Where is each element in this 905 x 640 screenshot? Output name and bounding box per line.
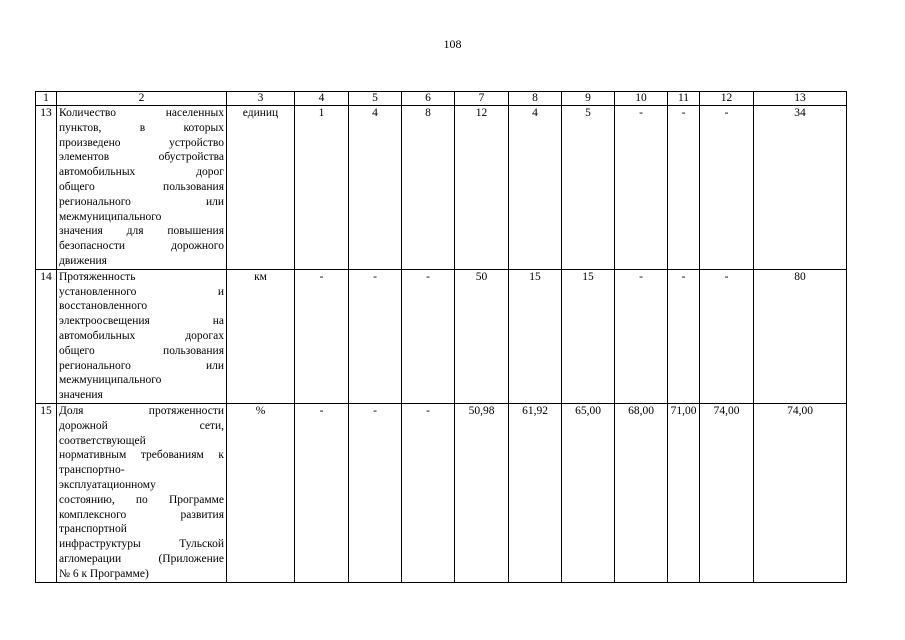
value-cell: -	[615, 269, 668, 403]
value-cell: -	[668, 106, 700, 270]
unit-cell: единиц	[227, 106, 295, 270]
value-cell: 68,00	[615, 403, 668, 582]
value-cell: -	[349, 269, 402, 403]
value-cell: 74,00	[700, 403, 754, 582]
indicator-name-line: регионального или	[59, 359, 224, 372]
header-cell: 13	[754, 92, 847, 106]
value-cell: -	[402, 403, 455, 582]
indicator-name-line: инфраструктуры Тульской	[59, 538, 224, 551]
unit-cell: км	[227, 269, 295, 403]
indicator-name-line: восстановленного	[59, 300, 148, 313]
indicator-name-line: № 6 к Программе)	[59, 567, 149, 580]
header-cell: 6	[402, 92, 455, 106]
indicator-name-line: безопасности дорожного	[59, 240, 224, 253]
indicator-name-line: комплексного развития	[59, 508, 224, 521]
indicator-name-line: состоянию, по Программе	[59, 493, 224, 506]
indicator-name	[57, 269, 227, 403]
indicator-name-line: автомобильных дорогах	[59, 329, 224, 342]
value-cell: 4	[349, 106, 402, 270]
header-row	[36, 92, 847, 106]
value-cell: 4	[509, 106, 562, 270]
value-cell: 71,00	[668, 403, 700, 582]
indicator-name-line: транспортно-	[59, 464, 125, 477]
row-number: 15	[36, 403, 57, 582]
value-cell: 15	[509, 269, 562, 403]
header-cell: 8	[509, 92, 562, 106]
value-cell: 12	[455, 106, 509, 270]
indicator-name-line: Доля протяженности	[59, 404, 224, 417]
indicator-name-line: установленного и	[59, 285, 224, 298]
value-cell: -	[402, 269, 455, 403]
value-cell: 74,00	[754, 403, 847, 582]
value-cell: -	[700, 269, 754, 403]
value-cell: -	[700, 106, 754, 270]
indicator-name-line: значения	[59, 389, 103, 402]
value-cell: 34	[754, 106, 847, 270]
table-row	[36, 403, 847, 582]
indicator-name-line: дорожной сети,	[59, 419, 224, 432]
header-cell: 9	[562, 92, 615, 106]
indicator-name-line: регионального или	[59, 195, 224, 208]
value-cell: -	[615, 106, 668, 270]
value-cell: 61,92	[509, 403, 562, 582]
indicator-name-line: элементов обустройства	[59, 151, 224, 164]
value-cell: 8	[402, 106, 455, 270]
value-cell: 15	[562, 269, 615, 403]
header-cell: 10	[615, 92, 668, 106]
indicator-name-line: нормативным требованиям к	[59, 449, 224, 462]
value-cell: 80	[754, 269, 847, 403]
indicator-name-line: пунктов, в которых	[59, 121, 224, 134]
unit-cell: %	[227, 403, 295, 582]
value-cell: 50,98	[455, 403, 509, 582]
value-cell: 65,00	[562, 403, 615, 582]
value-cell: 5	[562, 106, 615, 270]
indicator-name-line: общего пользования	[59, 344, 224, 357]
header-cell: 3	[227, 92, 295, 106]
value-cell: -	[295, 403, 349, 582]
indicator-name-line: эксплуатационному	[59, 478, 156, 491]
value-cell: 50	[455, 269, 509, 403]
header-cell: 2	[57, 92, 227, 106]
indicator-name-line: межмуниципального	[59, 210, 162, 223]
value-cell: -	[668, 269, 700, 403]
value-cell: -	[295, 269, 349, 403]
indicator-name-line: транспортной	[59, 523, 127, 536]
indicator-name	[57, 106, 227, 270]
table-row	[36, 106, 847, 270]
table-row	[36, 269, 847, 403]
header-cell: 11	[668, 92, 700, 106]
page-number: 108	[443, 37, 462, 51]
indicator-name-line: соответствующей	[59, 434, 146, 447]
indicator-name-line: автомобильных дорог	[59, 166, 224, 179]
header-cell: 7	[455, 92, 509, 106]
indicator-name-line: Протяженность	[59, 270, 136, 283]
value-cell: -	[349, 403, 402, 582]
indicator-name-line: электроосвещения на	[59, 315, 224, 328]
header-cell: 5	[349, 92, 402, 106]
value-cell: 1	[295, 106, 349, 270]
header-cell: 1	[36, 92, 57, 106]
indicator-name-line: произведено устройство	[59, 136, 224, 149]
indicator-name-line: Количество населенных	[59, 107, 224, 119]
row-number: 13	[36, 106, 57, 270]
indicators-table	[35, 91, 847, 583]
indicator-name-line: значения для повышения	[59, 225, 224, 238]
indicator-name-line: движения	[59, 254, 107, 267]
indicator-name-line: общего пользования	[59, 180, 224, 193]
indicator-name	[57, 403, 227, 582]
header-cell: 12	[700, 92, 754, 106]
header-cell: 4	[295, 92, 349, 106]
indicator-name-line: межмуниципального	[59, 374, 162, 387]
indicator-name-line: агломерации (Приложение	[59, 552, 224, 565]
row-number: 14	[36, 269, 57, 403]
